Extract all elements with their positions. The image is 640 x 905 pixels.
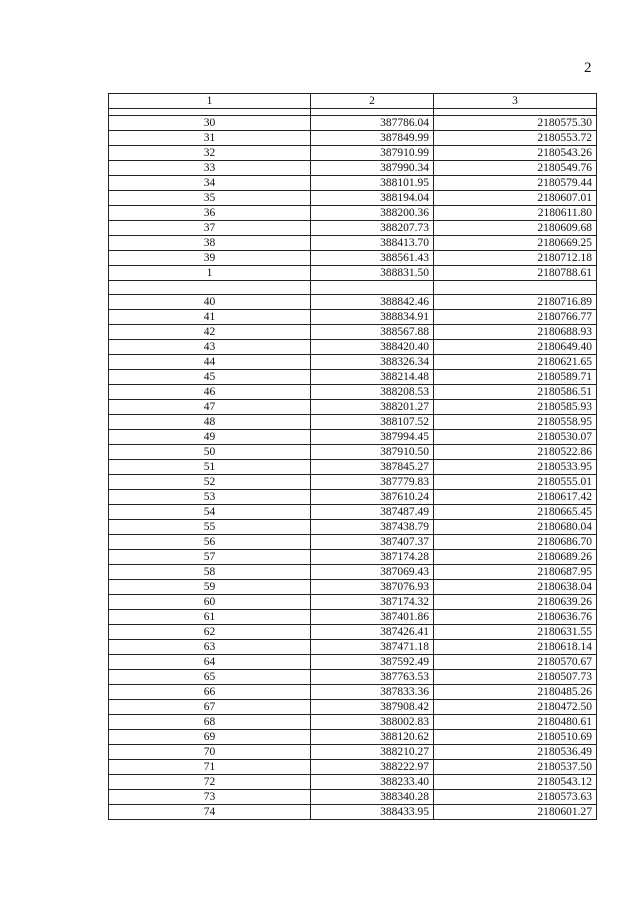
table-row <box>109 505 597 520</box>
y-coordinate-cell: 2180570.67 <box>434 655 597 670</box>
y-coordinate-cell: 2180618.14 <box>434 640 597 655</box>
x-coordinate-cell: 387174.28 <box>311 550 434 565</box>
x-coordinate-cell: 387610.24 <box>311 490 434 505</box>
column-header-2: 2 <box>311 94 434 109</box>
table-row <box>109 730 597 745</box>
table-row <box>109 805 597 820</box>
y-coordinate-cell: 2180687.95 <box>434 565 597 580</box>
x-coordinate-cell: 388101.95 <box>311 176 434 191</box>
point-number-cell: 65 <box>109 670 311 685</box>
y-coordinate-cell: 2180636.76 <box>434 610 597 625</box>
y-coordinate-cell: 2180689.26 <box>434 550 597 565</box>
point-number-cell: 51 <box>109 460 311 475</box>
point-number-cell: 70 <box>109 745 311 760</box>
table-row <box>109 700 597 715</box>
table-row <box>109 310 597 325</box>
y-coordinate-cell: 2180472.50 <box>434 700 597 715</box>
y-coordinate-cell: 2180649.40 <box>434 340 597 355</box>
table-row <box>109 251 597 266</box>
table-row <box>109 625 597 640</box>
y-coordinate-cell: 2180575.30 <box>434 116 597 131</box>
x-coordinate-cell: 387471.18 <box>311 640 434 655</box>
y-coordinate-cell: 2180543.12 <box>434 775 597 790</box>
y-coordinate-cell: 2180555.01 <box>434 475 597 490</box>
page-number: 2 <box>584 60 592 76</box>
x-coordinate-cell: 387401.86 <box>311 610 434 625</box>
x-coordinate-cell: 388842.46 <box>311 295 434 310</box>
x-coordinate-cell: 387779.83 <box>311 475 434 490</box>
y-coordinate-cell: 2180522.86 <box>434 445 597 460</box>
point-number-cell: 58 <box>109 565 311 580</box>
column-header-3: 3 <box>434 94 597 109</box>
y-coordinate-cell: 2180766.77 <box>434 310 597 325</box>
x-coordinate-cell: 388207.73 <box>311 221 434 236</box>
table-row <box>109 116 597 131</box>
blank-cell <box>434 281 597 295</box>
point-number-cell: 47 <box>109 400 311 415</box>
point-number-cell: 57 <box>109 550 311 565</box>
y-coordinate-cell: 2180480.61 <box>434 715 597 730</box>
x-coordinate-cell: 388200.36 <box>311 206 434 221</box>
point-number-cell: 42 <box>109 325 311 340</box>
spacer-cell <box>311 109 434 116</box>
table-row <box>109 460 597 475</box>
y-coordinate-cell: 2180617.42 <box>434 490 597 505</box>
x-coordinate-cell: 387994.45 <box>311 430 434 445</box>
x-coordinate-cell: 388208.53 <box>311 385 434 400</box>
table-row <box>109 550 597 565</box>
x-coordinate-cell: 388214.48 <box>311 370 434 385</box>
y-coordinate-cell: 2180621.65 <box>434 355 597 370</box>
table-row <box>109 340 597 355</box>
point-number-cell: 49 <box>109 430 311 445</box>
point-number-cell: 1 <box>109 266 311 281</box>
x-coordinate-cell: 388420.40 <box>311 340 434 355</box>
y-coordinate-cell: 2180549.76 <box>434 161 597 176</box>
point-number-cell: 71 <box>109 760 311 775</box>
x-coordinate-cell: 387833.36 <box>311 685 434 700</box>
x-coordinate-cell: 387592.49 <box>311 655 434 670</box>
y-coordinate-cell: 2180553.72 <box>434 131 597 146</box>
point-number-cell: 74 <box>109 805 311 820</box>
x-coordinate-cell: 388194.04 <box>311 191 434 206</box>
x-coordinate-cell: 388210.27 <box>311 745 434 760</box>
point-number-cell: 45 <box>109 370 311 385</box>
point-number-cell: 48 <box>109 415 311 430</box>
point-number-cell: 66 <box>109 685 311 700</box>
x-coordinate-cell: 387910.99 <box>311 146 434 161</box>
point-number-cell: 62 <box>109 625 311 640</box>
y-coordinate-cell: 2180586.51 <box>434 385 597 400</box>
blank-row <box>109 281 597 295</box>
table-row <box>109 266 597 281</box>
table-row <box>109 370 597 385</box>
y-coordinate-cell: 2180589.71 <box>434 370 597 385</box>
table-row <box>109 655 597 670</box>
table-row <box>109 685 597 700</box>
y-coordinate-cell: 2180533.95 <box>434 460 597 475</box>
point-number-cell: 30 <box>109 116 311 131</box>
y-coordinate-cell: 2180716.89 <box>434 295 597 310</box>
x-coordinate-cell: 388831.50 <box>311 266 434 281</box>
table-row <box>109 400 597 415</box>
table-row <box>109 790 597 805</box>
header-row <box>109 94 597 109</box>
x-coordinate-cell: 387908.42 <box>311 700 434 715</box>
y-coordinate-cell: 2180510.69 <box>434 730 597 745</box>
table-row <box>109 775 597 790</box>
point-number-cell: 59 <box>109 580 311 595</box>
y-coordinate-cell: 2180688.93 <box>434 325 597 340</box>
table-row <box>109 146 597 161</box>
y-coordinate-cell: 2180712.18 <box>434 251 597 266</box>
point-number-cell: 72 <box>109 775 311 790</box>
x-coordinate-cell: 388326.34 <box>311 355 434 370</box>
table-row <box>109 206 597 221</box>
point-number-cell: 67 <box>109 700 311 715</box>
point-number-cell: 53 <box>109 490 311 505</box>
x-coordinate-cell: 388340.28 <box>311 790 434 805</box>
table-row <box>109 640 597 655</box>
x-coordinate-cell: 388120.62 <box>311 730 434 745</box>
spacer-cell <box>109 109 311 116</box>
y-coordinate-cell: 2180665.45 <box>434 505 597 520</box>
y-coordinate-cell: 2180611.80 <box>434 206 597 221</box>
column-header-1: 1 <box>109 94 311 109</box>
point-number-cell: 63 <box>109 640 311 655</box>
blank-cell <box>311 281 434 295</box>
x-coordinate-cell: 388233.40 <box>311 775 434 790</box>
coordinates-table-body <box>109 94 597 820</box>
x-coordinate-cell: 388561.43 <box>311 251 434 266</box>
y-coordinate-cell: 2180543.26 <box>434 146 597 161</box>
x-coordinate-cell: 387174.32 <box>311 595 434 610</box>
table-row <box>109 161 597 176</box>
table-row <box>109 295 597 310</box>
point-number-cell: 50 <box>109 445 311 460</box>
x-coordinate-cell: 387845.27 <box>311 460 434 475</box>
y-coordinate-cell: 2180639.26 <box>434 595 597 610</box>
y-coordinate-cell: 2180638.04 <box>434 580 597 595</box>
point-number-cell: 40 <box>109 295 311 310</box>
y-coordinate-cell: 2180585.93 <box>434 400 597 415</box>
y-coordinate-cell: 2180788.61 <box>434 266 597 281</box>
table-row <box>109 715 597 730</box>
table-row <box>109 490 597 505</box>
point-number-cell: 73 <box>109 790 311 805</box>
table-row <box>109 355 597 370</box>
y-coordinate-cell: 2180609.68 <box>434 221 597 236</box>
y-coordinate-cell: 2180530.07 <box>434 430 597 445</box>
x-coordinate-cell: 387069.43 <box>311 565 434 580</box>
table-row <box>109 580 597 595</box>
x-coordinate-cell: 388002.83 <box>311 715 434 730</box>
x-coordinate-cell: 388222.97 <box>311 760 434 775</box>
point-number-cell: 37 <box>109 221 311 236</box>
table-row <box>109 415 597 430</box>
point-number-cell: 68 <box>109 715 311 730</box>
y-coordinate-cell: 2180558.95 <box>434 415 597 430</box>
y-coordinate-cell: 2180631.55 <box>434 625 597 640</box>
point-number-cell: 39 <box>109 251 311 266</box>
table-row <box>109 221 597 236</box>
point-number-cell: 38 <box>109 236 311 251</box>
table-row <box>109 385 597 400</box>
table-row <box>109 191 597 206</box>
y-coordinate-cell: 2180680.04 <box>434 520 597 535</box>
x-coordinate-cell: 387786.04 <box>311 116 434 131</box>
table-row <box>109 520 597 535</box>
table-row <box>109 760 597 775</box>
table-row <box>109 565 597 580</box>
table-row <box>109 595 597 610</box>
x-coordinate-cell: 387487.49 <box>311 505 434 520</box>
y-coordinate-cell: 2180579.44 <box>434 176 597 191</box>
table-row <box>109 475 597 490</box>
table-row <box>109 176 597 191</box>
table-row <box>109 610 597 625</box>
point-number-cell: 54 <box>109 505 311 520</box>
x-coordinate-cell: 387990.34 <box>311 161 434 176</box>
point-number-cell: 44 <box>109 355 311 370</box>
x-coordinate-cell: 387849.99 <box>311 131 434 146</box>
point-number-cell: 61 <box>109 610 311 625</box>
table-row <box>109 131 597 146</box>
table-row <box>109 236 597 251</box>
x-coordinate-cell: 388567.88 <box>311 325 434 340</box>
blank-cell <box>109 281 311 295</box>
x-coordinate-cell: 388413.70 <box>311 236 434 251</box>
point-number-cell: 31 <box>109 131 311 146</box>
coordinates-table <box>108 93 597 820</box>
point-number-cell: 36 <box>109 206 311 221</box>
point-number-cell: 64 <box>109 655 311 670</box>
x-coordinate-cell: 387763.53 <box>311 670 434 685</box>
y-coordinate-cell: 2180485.26 <box>434 685 597 700</box>
table-row <box>109 325 597 340</box>
point-number-cell: 55 <box>109 520 311 535</box>
table-row <box>109 535 597 550</box>
y-coordinate-cell: 2180686.70 <box>434 535 597 550</box>
x-coordinate-cell: 387438.79 <box>311 520 434 535</box>
x-coordinate-cell: 387910.50 <box>311 445 434 460</box>
table-row <box>109 430 597 445</box>
y-coordinate-cell: 2180536.49 <box>434 745 597 760</box>
y-coordinate-cell: 2180607.01 <box>434 191 597 206</box>
point-number-cell: 33 <box>109 161 311 176</box>
x-coordinate-cell: 388201.27 <box>311 400 434 415</box>
x-coordinate-cell: 388433.95 <box>311 805 434 820</box>
point-number-cell: 60 <box>109 595 311 610</box>
x-coordinate-cell: 387076.93 <box>311 580 434 595</box>
point-number-cell: 34 <box>109 176 311 191</box>
point-number-cell: 69 <box>109 730 311 745</box>
point-number-cell: 41 <box>109 310 311 325</box>
y-coordinate-cell: 2180573.63 <box>434 790 597 805</box>
table-row <box>109 745 597 760</box>
table-row <box>109 670 597 685</box>
spacer-row <box>109 109 597 116</box>
y-coordinate-cell: 2180507.73 <box>434 670 597 685</box>
point-number-cell: 46 <box>109 385 311 400</box>
point-number-cell: 56 <box>109 535 311 550</box>
point-number-cell: 52 <box>109 475 311 490</box>
x-coordinate-cell: 387407.37 <box>311 535 434 550</box>
spacer-cell <box>434 109 597 116</box>
point-number-cell: 43 <box>109 340 311 355</box>
x-coordinate-cell: 387426.41 <box>311 625 434 640</box>
y-coordinate-cell: 2180601.27 <box>434 805 597 820</box>
x-coordinate-cell: 388107.52 <box>311 415 434 430</box>
point-number-cell: 32 <box>109 146 311 161</box>
y-coordinate-cell: 2180669.25 <box>434 236 597 251</box>
point-number-cell: 35 <box>109 191 311 206</box>
x-coordinate-cell: 388834.91 <box>311 310 434 325</box>
table-row <box>109 445 597 460</box>
y-coordinate-cell: 2180537.50 <box>434 760 597 775</box>
